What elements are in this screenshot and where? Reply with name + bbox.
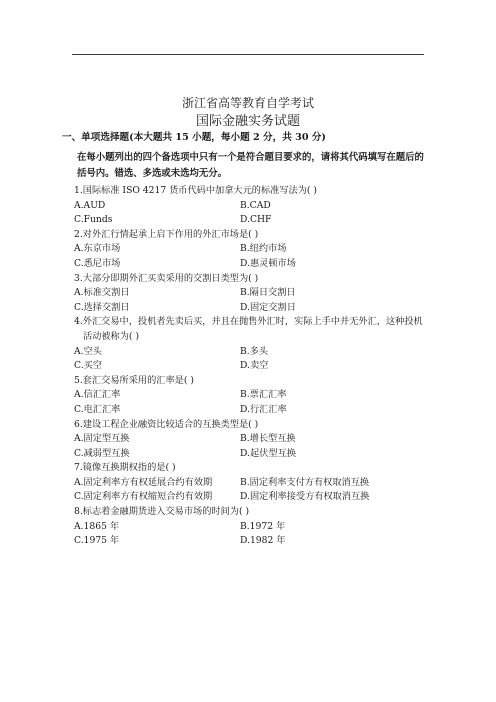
exam-subtitle: 国际金融实务试题	[195, 114, 300, 129]
section-instruction-line2: 括号内。错选、多选或未选均无分。	[77, 168, 228, 179]
question-3-text: 3.大部分即期外汇买卖采用的交割日类型为( )	[74, 272, 259, 284]
question-1-text: 1.国际标准 ISO 4217 货币代码中加拿大元的标准写法为( )	[74, 185, 318, 196]
question-4-option-a: A.空头	[74, 345, 102, 357]
header-rule	[72, 54, 424, 55]
section-instruction-line1: 在每小题列出的四个备选项中只有一个是符合题目要求的，请将其代码填写在题后的	[77, 152, 424, 163]
question-1-option-d: D.CHF	[240, 214, 272, 226]
question-8	[74, 505, 434, 549]
question-4-option-b: B.多头	[240, 345, 269, 357]
section-heading: 一、单项选择题(本大题共 15 小题，每小题 2 分，共 30 分)	[62, 132, 326, 143]
question-2-option-d: D.惠灵顿市场	[240, 257, 296, 269]
question-1-option-c: C.Funds	[74, 214, 113, 226]
question-7-option-b: B.固定利率支付方有权取消互换	[240, 476, 370, 488]
question-3-option-a: A.标准交割日	[74, 287, 130, 299]
question-5	[74, 374, 434, 418]
question-8-option-b: B.1972 年	[240, 520, 286, 532]
question-2-option-c: C.悉尼市场	[74, 257, 121, 269]
question-3-option-c: C.选择交割日	[74, 301, 130, 313]
question-2-option-a: A.东京市场	[74, 243, 121, 255]
question-7	[74, 461, 434, 505]
question-1	[74, 184, 434, 228]
question-6-text: 6.建设工程企业融资比较适合的互换类型是( )	[74, 418, 259, 430]
question-8-option-c: C.1975 年	[74, 535, 120, 547]
question-7-option-a: A.固定利率方有权延展合约有效期	[74, 476, 213, 488]
question-list	[74, 184, 434, 549]
question-4-option-d: D.卖空	[240, 360, 269, 372]
question-2-text: 2.对外汇行情起承上启下作用的外汇市场是( )	[74, 228, 259, 240]
question-3-option-d: D.固定交割日	[240, 301, 296, 313]
question-5-option-b: B.票汇汇率	[240, 389, 287, 401]
question-5-option-c: C.电汇汇率	[74, 403, 121, 415]
question-8-text: 8.标志着金融期货进入交易市场的时间为( )	[74, 506, 250, 518]
question-6-option-a: A.固定型互换	[74, 433, 130, 445]
exam-title: 浙江省高等教育自学考试	[181, 96, 314, 110]
question-7-text: 7.镜像互换期权指的是( )	[74, 462, 176, 474]
question-7-option-d: D.固定利率接受方有权取消互换	[240, 491, 370, 503]
question-6-option-c: C.减弱型互换	[74, 447, 130, 459]
question-2-option-b: B.纽约市场	[240, 243, 287, 255]
question-4-option-c: C.买空	[74, 360, 102, 372]
question-5-option-a: A.信汇汇率	[74, 389, 121, 401]
question-4-text: 4.外汇交易中，投机者先卖后买，并且在抛售外汇时，实际上手中并无外汇，这种投机活动被称为( )	[74, 316, 423, 342]
question-8-option-d: D.1982 年	[240, 535, 286, 547]
question-3-option-b: B.隔日交割日	[240, 287, 296, 299]
question-4	[74, 315, 434, 373]
question-6-option-d: D.起伏型互换	[240, 447, 296, 459]
question-7-option-c: C.固定利率方有权缩短合约有效期	[74, 491, 213, 503]
question-1-option-b: B.CAD	[240, 199, 271, 211]
question-5-option-d: D.行汇汇率	[240, 403, 287, 415]
question-6-option-b: B.增长型互换	[240, 433, 296, 445]
question-6	[74, 418, 434, 462]
question-1-option-a: A.AUD	[74, 199, 106, 211]
question-8-option-a: A.1865 年	[74, 520, 120, 532]
question-3	[74, 272, 434, 316]
question-2	[74, 228, 434, 272]
question-5-text: 5.套汇交易所采用的汇率是( )	[74, 374, 194, 386]
